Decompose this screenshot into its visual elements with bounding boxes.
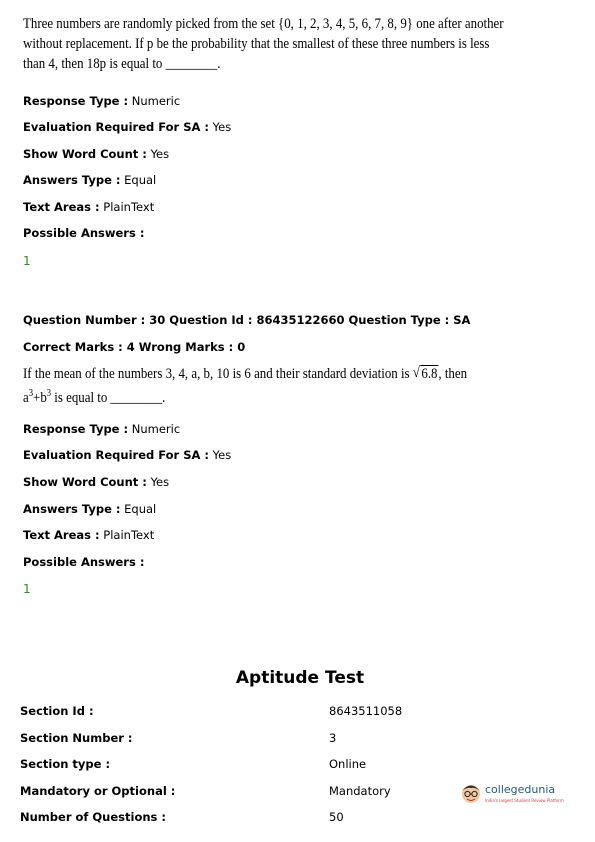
logo-brand: collegedunia [485, 783, 556, 796]
question-29-line-1: Three numbers are randomly picked from the set {0, 1, 2, 3, 4, 5, 6, 7, 8, 9} one after another [23, 16, 504, 32]
q30-text-areas: Text Areas : PlainText [23, 528, 155, 542]
q29-response-type: Response Type : Numeric [23, 94, 181, 108]
q30-marks: Correct Marks : 4 Wrong Marks : 0 [23, 340, 246, 354]
question-29-text [23, 14, 504, 74]
q30-show-word-count: Show Word Count : Yes [23, 475, 170, 489]
q30-response-type: Response Type : Numeric [23, 422, 181, 436]
question-30-line-1: If the mean of the numbers 3, 4, a, b, 10 is 6 and their standard deviation is √ 6.8, then [23, 364, 401, 384]
q29-possible-answers-label: Possible Answers : [23, 226, 145, 240]
student-face-icon [460, 782, 482, 806]
q29-evaluation-required: Evaluation Required For SA : Yes [23, 120, 232, 134]
q30-evaluation-required: Evaluation Required For SA : Yes [23, 448, 232, 462]
q29-answer: 1 [23, 254, 31, 268]
question-30-line-2: $a^3+b^3$ is equal to ________. [23, 388, 166, 406]
collegedunia-logo [460, 780, 570, 812]
section-row-question-count: Number of Questions : 50 [20, 810, 344, 824]
section-row-type: Section type : Online [20, 757, 367, 771]
sqrt-symbol: √ 6.8 [413, 364, 439, 384]
q29-answers-type: Answers Type : Equal [23, 173, 157, 187]
question-29-line-3: than 4, then 18p is equal to ________. [23, 56, 221, 72]
q29-text-areas: Text Areas : PlainText [23, 200, 155, 214]
question-29-line-2: without replacement. If p be the probability that the smallest of these three numbers is less [23, 36, 490, 52]
logo-tagline: India's largest Student Review Platform [485, 798, 564, 803]
q30-answer: 1 [23, 582, 31, 596]
question-30-text [23, 364, 468, 408]
q30-possible-answers-label: Possible Answers : [23, 555, 145, 569]
section-title: Aptitude Test [235, 668, 365, 688]
section-row-mandatory: Mandatory or Optional : Mandatory [20, 784, 391, 798]
section-row-number: Section Number : 3 [20, 731, 337, 745]
section-row-id: Section Id : 8643511058 [20, 704, 403, 718]
q29-show-word-count: Show Word Count : Yes [23, 147, 170, 161]
q30-header: Question Number : 30 Question Id : 86435122660 Question Type : SA [23, 313, 471, 327]
q30-answers-type: Answers Type : Equal [23, 502, 157, 516]
